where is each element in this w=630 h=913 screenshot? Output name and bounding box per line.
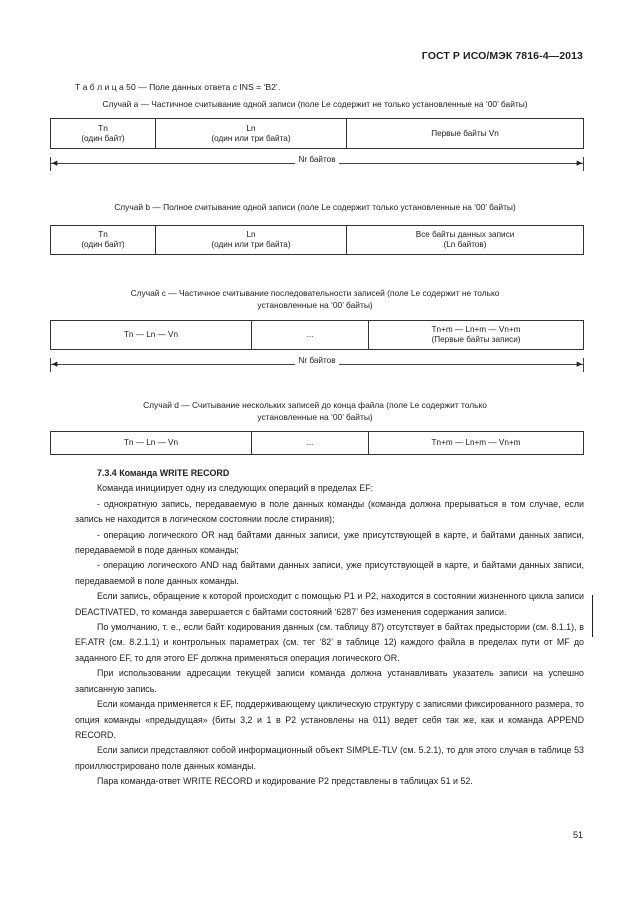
paragraph: Команда инициирует одну из следующих операций в пределах EF: [97,483,374,494]
document-header: ГОСТ Р ИСО/МЭК 7816-4—2013 [421,50,583,62]
case-a-span-arrow: ◀ ▶ Nr байтов [50,157,584,171]
case-c-ellipsis-cell: ... [252,321,369,350]
case-c-title: Случай c — Частичное считывание последовательности записей (поле Le содержит не только установленные на ‘00’ байты) [130,288,500,310]
paragraph: - операцию логического AND над байтами данных записи, уже присутствующей в карте, и байтами данных записи, передаваемой в поле данных команды. [75,560,584,586]
case-c-span-arrow: ◀ ▶ Nr байтов [50,358,584,372]
section-body [75,466,584,790]
change-bar [592,595,593,637]
case-b-tag-cell: Tn (один байт) [51,226,156,255]
case-a-length-cell: Ln (один или три байта) [156,119,347,149]
case-c-span-label: Nr байтов [295,356,338,365]
case-d-ellipsis-cell: ... [252,432,369,455]
case-d-table [50,431,584,455]
page-number: 51 [572,830,583,840]
paragraph: Пара команда-ответ WRITE RECORD и кодирование P2 представлены в таблицах 51 и 52. [97,776,473,787]
case-b-table [50,225,584,255]
case-a-title: Случай a — Частичное считывание одной записи (поле Le содержит не только установленные на ‘00’ байты) [102,99,528,109]
paragraph: - однократную запись, передаваемую в поле данных команды (команда должна прерываться в том случае, если запись не находится в логическом состоянии после стирания); [75,498,584,525]
paragraph: Если записи представляют собой информационный объект SIMPLE-TLV (см. 5.2.1), то для этого случая в таблице 53 проиллюстрировано поле данных команды. [75,745,584,771]
case-b-length-cell: Ln (один или три байта) [156,226,347,255]
case-d-title: Случай d — Считывание нескольких записей до конца файла (поле Le содержит только установленные на ‘00’ байты) [143,400,487,422]
case-c-last-record-cell: Tn+m — Ln+m — Vn+m (Первые байты записи) [369,321,584,350]
case-a-value-cell: Первые байты Vn [347,119,584,149]
paragraph: Если команда применяется к EF, поддерживающему циклическую структуру с записями фиксированного размера, то опция команды «предыдущая» (биты 3,2 и 1 в P2 установлены на 011) ведет себя так же, как и команда APPEND RECORD. [75,699,584,740]
table-caption: Т а б л и ц а 50 — Поле данных ответа с INS = ‘B2’. [75,82,281,92]
case-d-last-record-cell: Tn+m — Ln+m — Vn+m [369,432,584,455]
paragraph: Если запись, обращение к которой происходит с помощью P1 и P2, находится в состоянии жизненного цикла записи DEACTIVATED, то команда завершается с байтами состояний ‘6287’ без изменения содержания записи. [75,591,584,617]
case-c-first-record-cell: Tn — Ln — Vn [51,321,252,350]
section-heading: 7.3.4 Команда WRITE RECORD [97,468,230,478]
case-a-table [50,118,584,149]
case-c-table [50,320,584,350]
case-b-title: Случай b — Полное считывание одной записи (поле Le содержит только установленные на ‘00’ байты) [114,202,516,212]
case-b-value-cell: Все байты данных записи (Ln байтов) [347,226,584,255]
paragraph: По умолчанию, т. е., если байт кодирования данных (см. таблицу 87) отсутствует в байтах предыстории (см. 8.1.1), в EF.ATR (см. 8.2.1.1) и контрольных параметрах (см. тег ‘82’ в таблице 12) каждого файла в пределах пути от MF до заданного EF, то для этого EF должна применяться операция логического OR. [75,622,584,663]
paragraph: При использовании адресации текущей записи команда должна устанавливать указатель записи на успешно записанную запись. [75,668,584,694]
paragraph: - операцию логического OR над байтами данных записи, уже присутствующей в карте, и байтами данных записи, передаваемой в поде данных команды; [75,529,584,556]
case-a-span-label: Nr байтов [295,155,338,164]
case-d-first-record-cell: Tn — Ln — Vn [51,432,252,455]
case-a-tag-cell: Tn (один байт) [51,119,156,149]
